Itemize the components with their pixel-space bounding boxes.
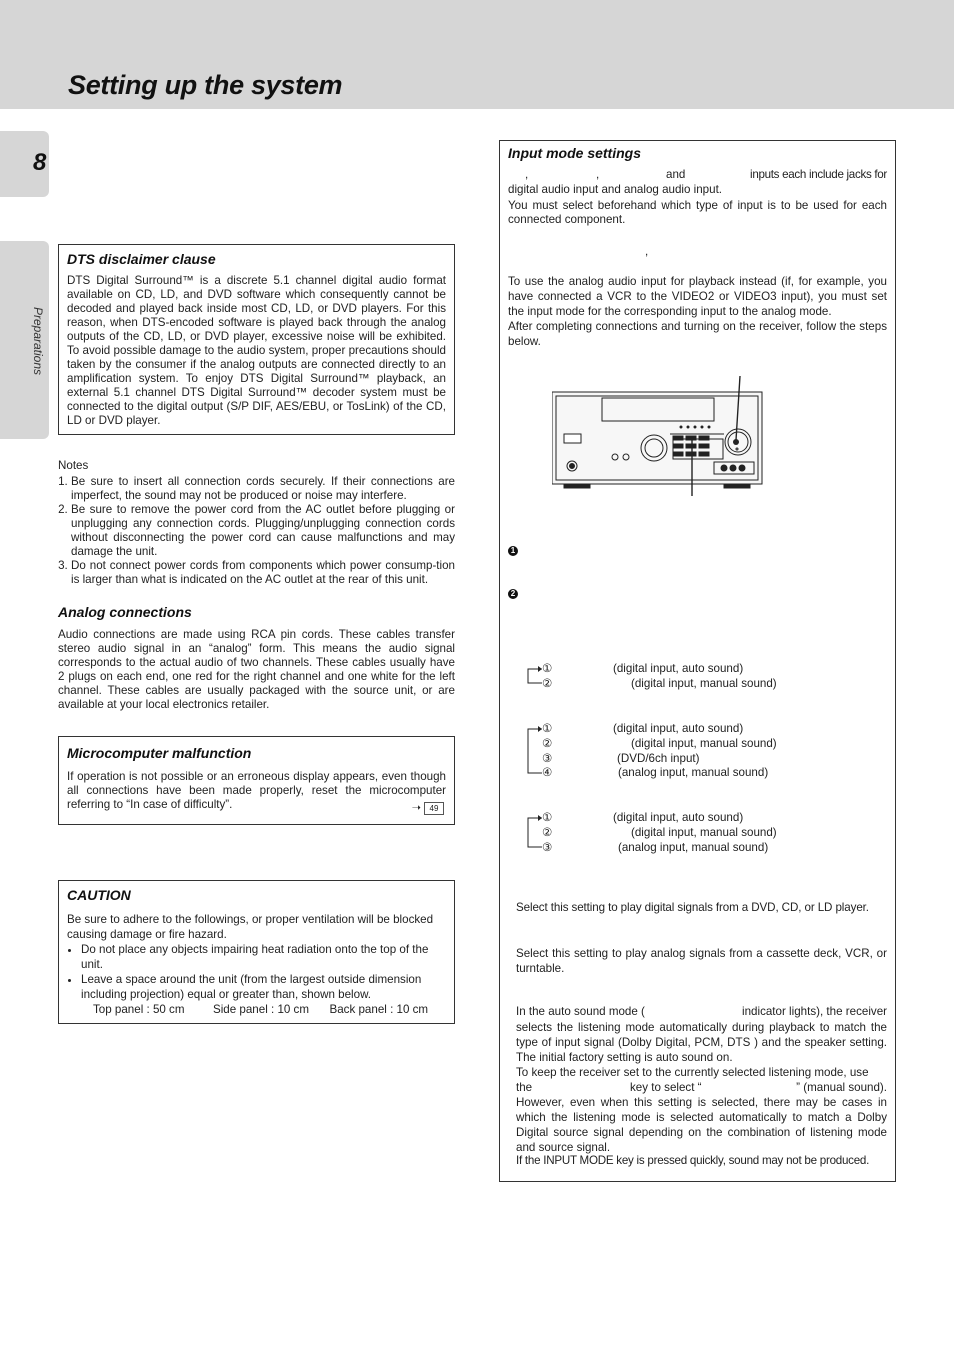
analog-setting-para: Select this setting to play analog signals from a cassette deck, VCR, or turntable. [516,947,887,975]
input-mode-heading: Input mode settings [508,145,641,161]
sequence-b-row-2: ② (digital input, manual sound) [542,737,777,750]
note-item: 1. Be sure to insert all connection cords securely. If their connections are imperfect, the sound may not be produced or noise may interfere. [71,475,455,503]
step-1-marker: 1 [508,546,518,556]
keep-mode-line-2: the key to select “ ” (manual sound). [516,1081,887,1094]
step-2-marker: 2 [508,589,518,599]
page-ref-icon: 49 [424,802,444,815]
caution-box [58,880,455,1024]
caution-item: • Leave a space around the unit (from the largest outside dimension including projection) equal or greater than, shown below. [81,972,446,1002]
analog-section [58,604,455,712]
intro-line-1: , , and inputs each include jacks for [525,168,887,181]
sequence-a-row-2: ② (digital input, manual sound) [542,677,777,690]
digital-setting-para: Select this setting to play digital signals from a DVD, CD, or LD player. [516,901,869,914]
micro-box [58,736,455,825]
sequence-b-row-1: ① (digital input, auto sound) [542,722,744,735]
keep-mode-line-1: To keep the receiver set to the currently selected listening mode, use [516,1066,869,1079]
page-number-tab [0,131,49,197]
dts-heading: DTS disclaimer clause [67,251,216,267]
micro-body-text: If operation is not possible or an erroneous display appears, even though all connections have been made properly, reset the microcomputer referring to “In case of difficulty”. [67,770,446,811]
caution-list [67,942,446,1002]
dts-disclaimer-box [58,244,455,435]
lone-comma: , [645,245,649,258]
sequence-b-row-3: ③ (DVD/6ch input) [542,752,700,765]
sequence-c-row-3: ③ (analog input, manual sound) [542,841,769,854]
section-tab [0,241,49,439]
sequence-c-row-2: ② (digital input, manual sound) [542,826,777,839]
clearance-back: Back panel : 10 cm [329,1003,429,1016]
keep-mode-rest: However, even when this setting is selected, there may be cases in which the listening mode is selected automatically to match a Dolby Digital source signal depending on the combination of listening mode and source signal. [516,1096,887,1154]
input-mode-quick-note: If the INPUT MODE key is pressed quickly, sound may not be produced. [516,1154,870,1167]
after-connections-para: After completing connections and turning on the receiver, follow the steps below. [508,320,887,348]
clearance-top: Top panel : 50 cm [93,1003,185,1016]
caution-intro: Be sure to adhere to the followings, or proper ventilation will be blocked causing damage or fire hazard. [67,913,434,941]
auto-sound-line-1: In the auto sound mode ( indicator lights), the receiver [516,1005,887,1018]
clearance-side: Side panel : 10 cm [212,1003,310,1016]
note-item: 2. Be sure to remove the power cord from the AC outlet before plugging or unplugging any connection cords. Plugging/unplugging connection cords without disconnecting the power cord can cause malfunctions and may damage the unit. [71,503,455,559]
sequence-b-loop-icon [524,723,544,777]
dts-body: DTS Digital Surround™ is a discrete 5.1 channel digital audio format available on CD, LD, and DVD software which consequently cannot be decoded and played back inside most CD, LD, or DVD players. For this reason, when DTS-encoded software is played back through the analog outputs of the CD, LD, or DVD player, excessive noise will be exhibited. To avoid possible damage to the audio system, proper precautions should taken by the consumer if the analog outputs are connected directly to an amplification system. To enjoy DTS Digital Surround™ playback, an external 5.1 channel DTS Digital Surround™ decoder system must be connected to the digital output (S/P DIF, AES/EBU, or TosLink) of the CD, LD or DVD player. [67,274,446,427]
note-item: 3. Do not connect power cords from components which power consump-tion is larger than what is indicated on the AC outlet at the rear of this unit. [71,559,455,587]
receiver-front-panel-illustration [552,374,764,496]
section-tab-label: Preparations [31,306,45,376]
sequence-a-row-1: ① (digital input, auto sound) [542,662,744,675]
input-mode-box [499,140,896,1182]
notes-list [58,475,455,587]
analog-body: Audio connections are made using RCA pin cords. These cables transfer stereo audio signal in an “analog” form. This means the audio signal corresponds to the actual audio of two channels. These cables usually have 2 plugs on each end, one red for the right channel and one white for the left channel. These cables are usually packaged with the source unit, or are available at your local electronics retailer. [58,628,455,711]
notes-section [58,459,455,587]
sequence-a-loop-icon [524,663,544,687]
caution-heading: CAUTION [67,887,131,903]
sequence-c-loop-icon [524,812,544,852]
micro-ref[interactable] [412,801,444,815]
intro-line-2: digital audio input and analog audio input. [508,183,723,196]
auto-sound-para: selects the listening mode automatically during playback to match the type of input signal (Dolby Digital, PCM, DTS ) and the speaker setting. The initial factory setting is auto sound on. [516,1021,887,1064]
caution-item: • Do not place any objects impairing heat radiation onto the top of the unit. [81,942,446,972]
intro-line-3: You must select beforehand which type of input is to be used for each connected component. [508,199,887,226]
sequence-c-row-1: ① (digital input, auto sound) [542,811,744,824]
micro-heading: Microcomputer malfunction [67,745,252,761]
notes-heading: Notes [58,459,89,472]
micro-body [67,770,446,812]
arrow-icon: ➝ [411,802,421,814]
page-title: Setting up the system [68,70,343,100]
page-number: 8 [33,149,47,176]
analog-input-para: To use the analog audio input for playback instead (if, for example, you have connected a VCR to the VIDEO2 or VIDEO3 input), you must set the input mode for the corresponding input to the analog mode. [508,275,887,318]
sequence-b-row-4: ④ (analog input, manual sound) [542,766,769,779]
clearance-row [67,1002,446,1017]
analog-heading: Analog connections [58,604,192,620]
